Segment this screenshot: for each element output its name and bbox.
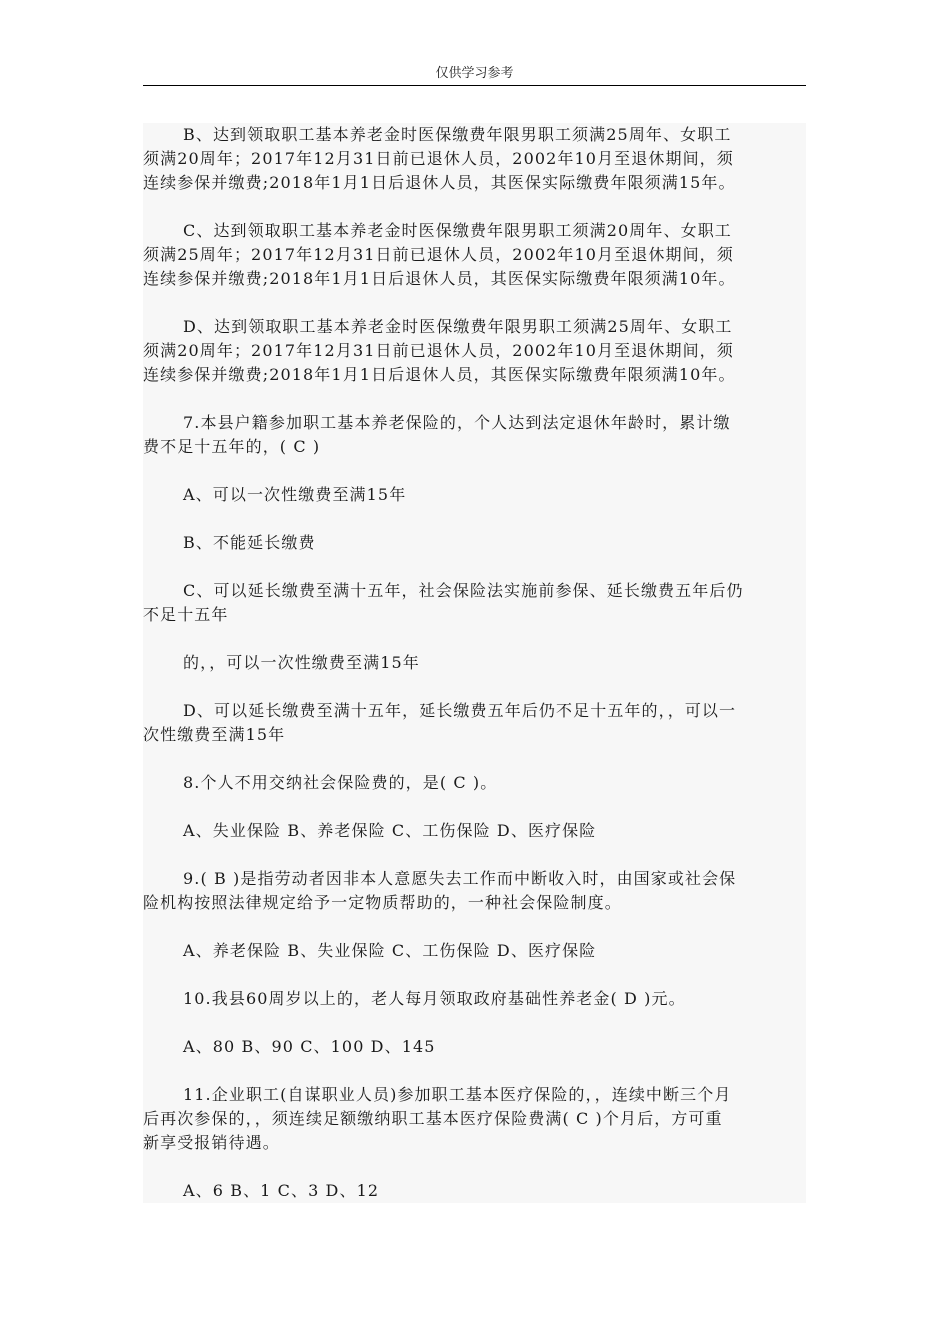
- option-6b: [143, 123, 806, 195]
- question-7: [143, 411, 806, 459]
- text-line: 次性缴费至满15年: [143, 725, 286, 744]
- text-line: A、失业保险 B、养老保险 C、工伤保险 D、医疗保险: [183, 821, 597, 840]
- question-11: [143, 1083, 806, 1155]
- text-line: 连续参保并缴费;2018年1月1日后退休人员，其医保实际缴费年限须满10年。: [143, 365, 736, 384]
- text-line: D、达到领取职工基本养老金时医保缴费年限男职工须满25周年、女职工: [183, 317, 733, 336]
- question-9: [143, 867, 806, 915]
- text-line: 后再次参保的，，须连续足额缴纳职工基本医疗保险费满( C )个月后，方可重: [143, 1109, 723, 1128]
- text-line: 须满20周年；2017年12月31日前已退休人员，2002年10月至退休期间，须: [143, 341, 734, 360]
- text-line: 11.企业职工(自谋职业人员)参加职工基本医疗保险的，，连续中断三个月: [183, 1085, 732, 1104]
- option-6d: [143, 315, 806, 387]
- text-line: B、不能延长缴费: [183, 533, 316, 552]
- options-9: [143, 939, 806, 963]
- text-line: 须满25周年；2017年12月31日前已退休人员，2002年10月至退休期间，须: [143, 245, 734, 264]
- text-line: 连续参保并缴费;2018年1月1日后退休人员，其医保实际缴费年限须满15年。: [143, 173, 736, 192]
- text-line: D、可以延长缴费至满十五年，延长缴费五年后仍不足十五年的，，可以一: [183, 701, 737, 720]
- option-7d: [143, 699, 806, 747]
- text-line: A、养老保险 B、失业保险 C、工伤保险 D、医疗保险: [183, 941, 597, 960]
- text-line: 新享受报销待遇。: [143, 1133, 280, 1152]
- options-8: [143, 819, 806, 843]
- text-line: 连续参保并缴费;2018年1月1日后退休人员，其医保实际缴费年限须满10年。: [143, 269, 736, 288]
- option-7c-continued: [143, 651, 806, 675]
- question-8: [143, 771, 806, 795]
- text-line: 8.个人不用交纳社会保险费的，是( C )。: [183, 773, 498, 792]
- text-line: C、可以延长缴费至满十五年，社会保险法实施前参保、延长缴费五年后仍: [183, 581, 744, 600]
- header-divider: [143, 85, 806, 86]
- options-11: [143, 1179, 806, 1203]
- options-10: [143, 1035, 806, 1059]
- text-line: 不足十五年: [143, 605, 229, 624]
- option-7b: [143, 531, 806, 555]
- option-7a: [143, 483, 806, 507]
- option-6c: [143, 219, 806, 291]
- text-line: 险机构按照法律规定给予一定物质帮助的，一种社会保险制度。: [143, 893, 622, 912]
- text-line: 须满20周年；2017年12月31日前已退休人员，2002年10月至退休期间，须: [143, 149, 734, 168]
- document-body: [143, 123, 806, 1203]
- text-line: A、80 B、90 C、100 D、145: [183, 1037, 436, 1056]
- text-line: A、可以一次性缴费至满15年: [183, 485, 407, 504]
- page-header: 仅供学习参考: [435, 66, 514, 81]
- text-line: 费不足十五年的，( C ): [143, 437, 321, 456]
- text-line: 7.本县户籍参加职工基本养老保险的，个人达到法定退休年龄时，累计缴: [183, 413, 731, 432]
- text-line: A、6 B、1 C、3 D、12: [183, 1181, 380, 1200]
- text-line: C、达到领取职工基本养老金时医保缴费年限男职工须满20周年、女职工: [183, 221, 732, 240]
- question-10: [143, 987, 806, 1011]
- text-line: 10.我县60周岁以上的，老人每月领取政府基础性养老金( D )元。: [183, 989, 686, 1008]
- text-line: 9.( B )是指劳动者因非本人意愿失去工作而中断收入时，由国家或社会保: [183, 869, 737, 888]
- text-line: 的，，可以一次性缴费至满15年: [183, 653, 420, 672]
- option-7c: [143, 579, 806, 627]
- text-line: B、达到领取职工基本养老金时医保缴费年限男职工须满25周年、女职工: [183, 125, 732, 144]
